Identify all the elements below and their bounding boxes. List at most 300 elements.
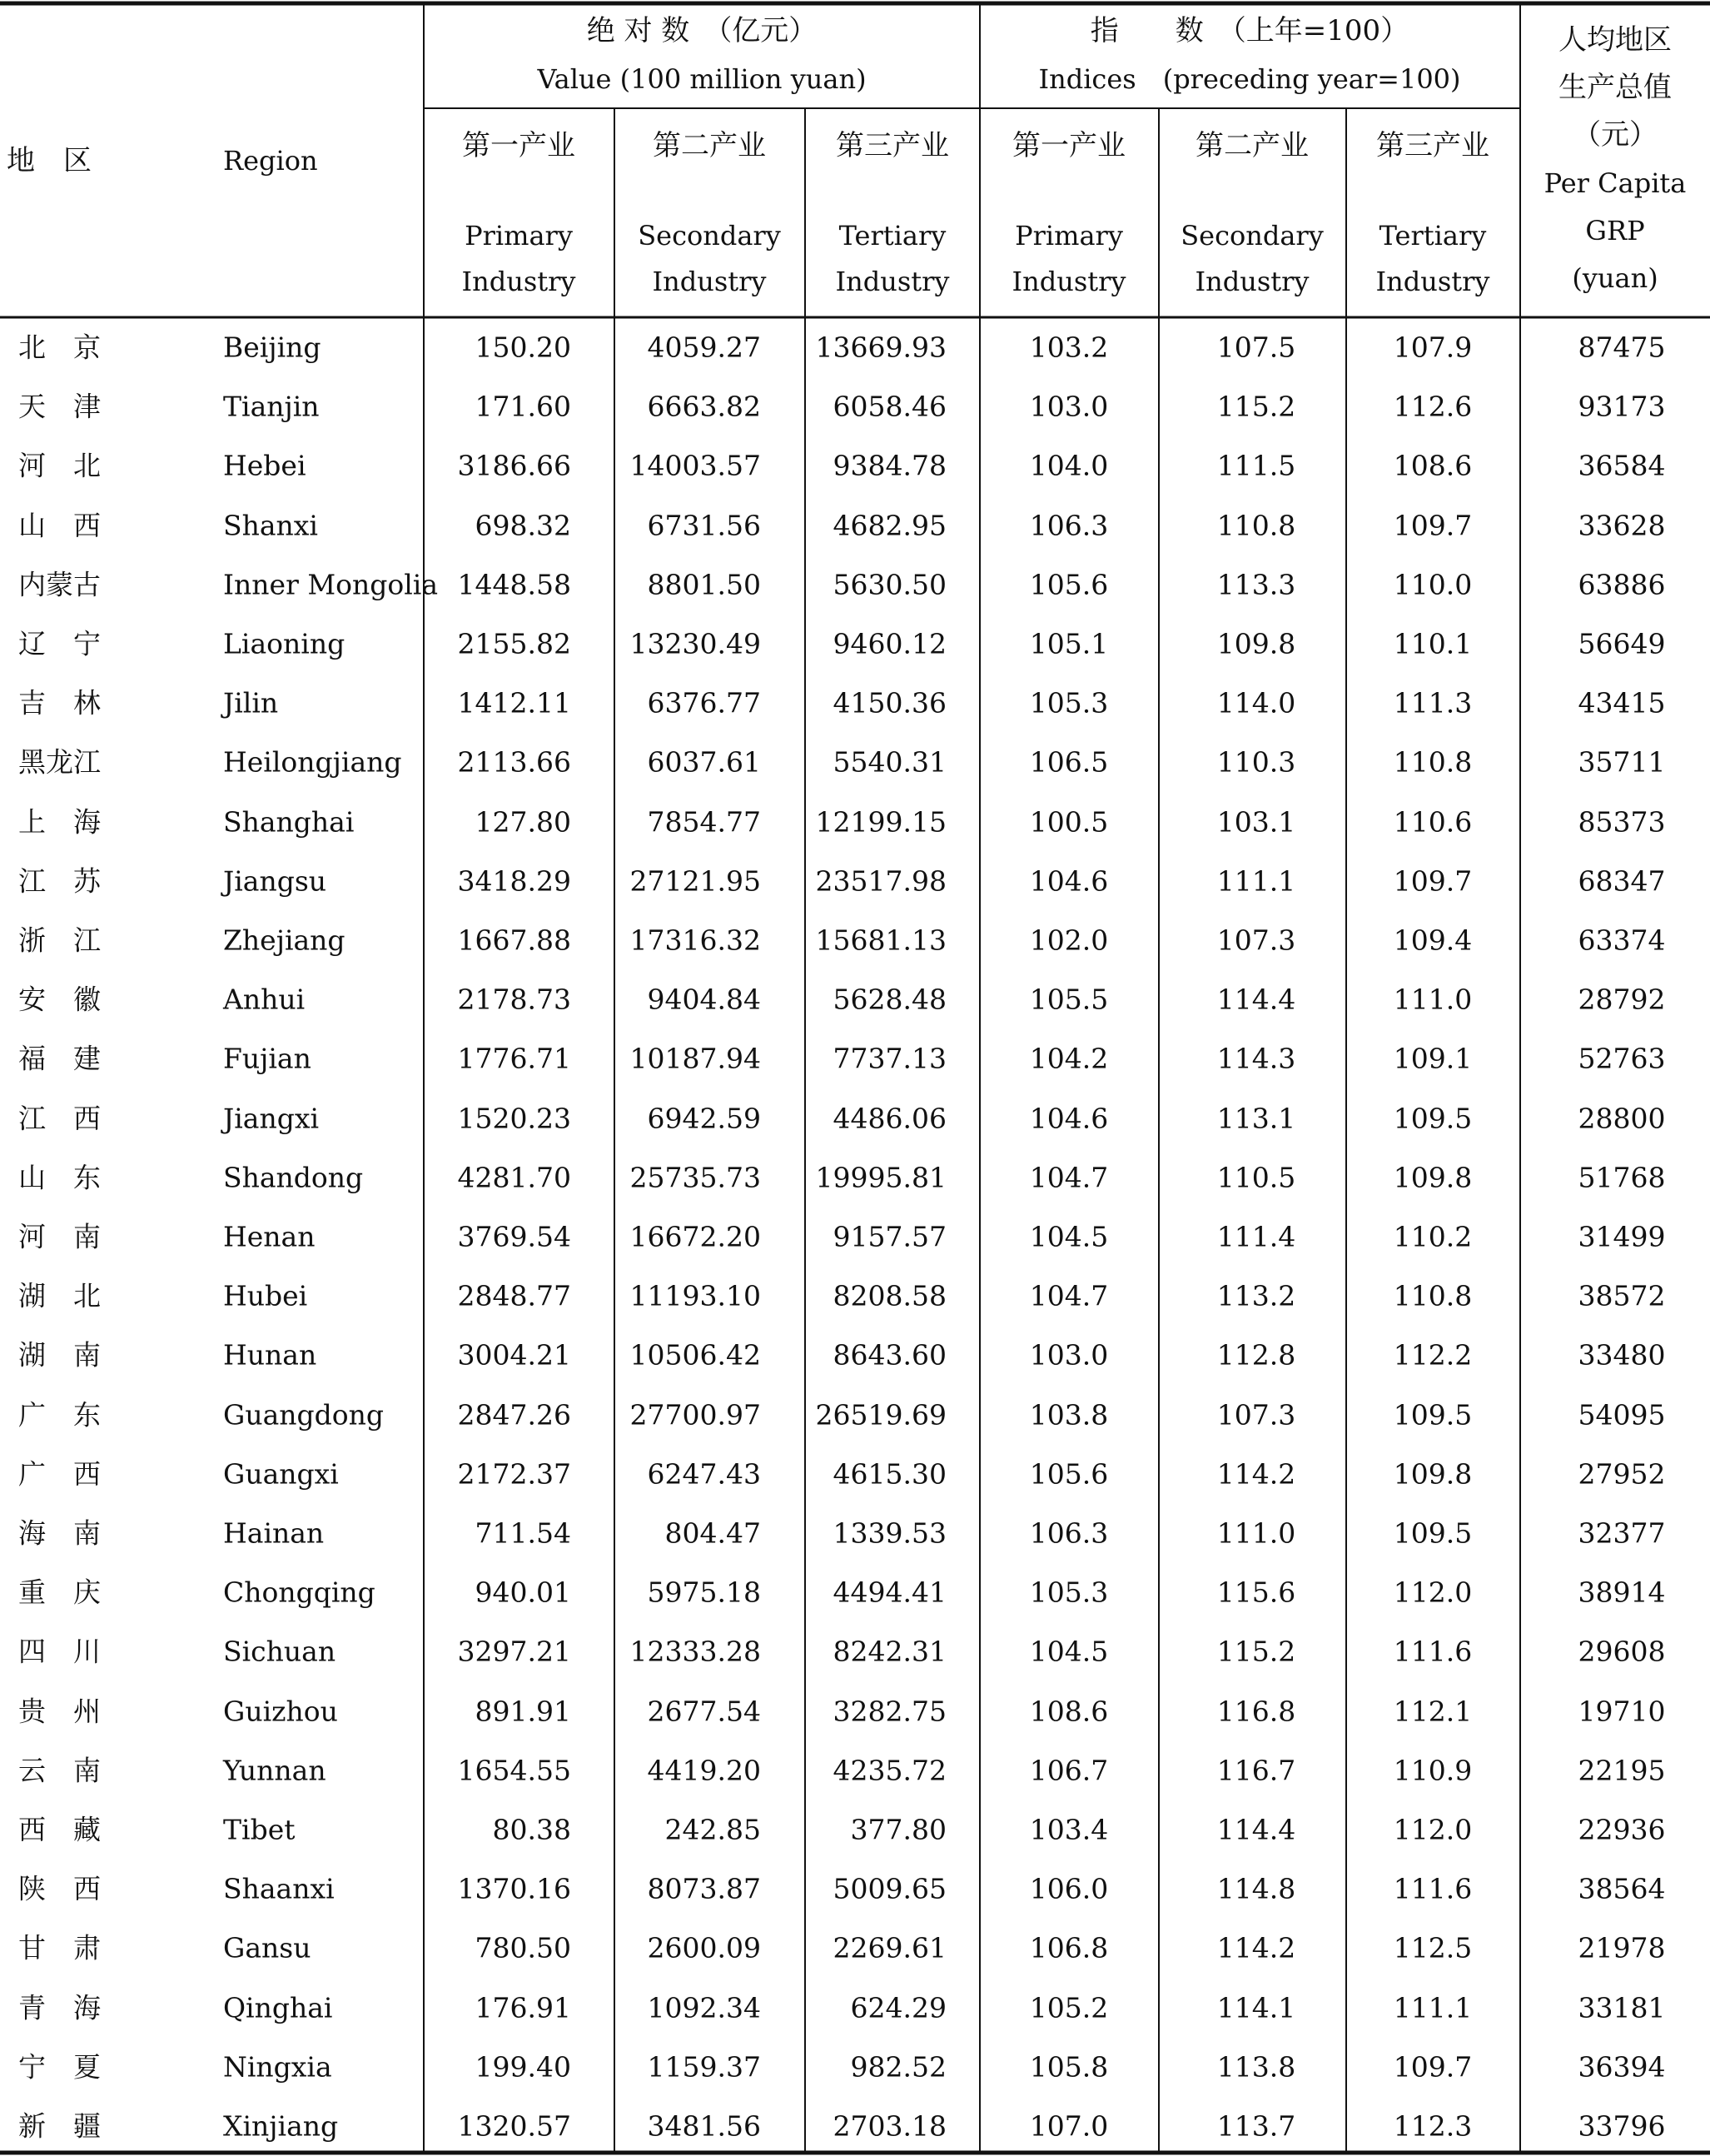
region-en-cell: Beijing bbox=[223, 331, 321, 364]
tertiary-value-cell: 8208.58 bbox=[833, 1279, 947, 1312]
secondary-value-cell: 8073.87 bbox=[647, 1872, 761, 1905]
secondary-index-cell: 114.2 bbox=[1216, 1457, 1296, 1491]
secondary-value-cell: 6247.43 bbox=[647, 1457, 761, 1491]
per-capita-cell: 33181 bbox=[1578, 1991, 1666, 2024]
tertiary-value-cell: 1339.53 bbox=[833, 1516, 947, 1550]
primary-index-cell: 103.4 bbox=[1029, 1813, 1109, 1846]
primary-index-cell: 105.8 bbox=[1029, 2050, 1109, 2084]
region-cn-cell: 湖 北 bbox=[18, 1279, 101, 1312]
tertiary-value-cell: 8643.60 bbox=[833, 1338, 947, 1372]
tertiary-value-cell: 4235.72 bbox=[833, 1754, 947, 1787]
region-cn-cell: 黑龙江 bbox=[18, 745, 101, 779]
per-capita-en-header: Per Capita bbox=[1543, 167, 1687, 199]
region-en-cell: Yunnan bbox=[223, 1754, 326, 1787]
region-en-cell: Henan bbox=[223, 1220, 316, 1253]
tertiary-value-cell: 2269.61 bbox=[833, 1931, 947, 1964]
tertiary-index-en-header: Tertiary bbox=[1379, 220, 1487, 251]
primary-index-cell: 105.5 bbox=[1029, 983, 1109, 1016]
secondary-cn-header: 第二产业 bbox=[653, 129, 766, 162]
tertiary-index-cell: 110.0 bbox=[1393, 568, 1473, 601]
secondary-value-cell: 27121.95 bbox=[629, 864, 761, 898]
tertiary-index-cell: 109.4 bbox=[1393, 924, 1473, 957]
region-en-cell: Sichuan bbox=[223, 1635, 336, 1668]
region-en-cell: Shanxi bbox=[223, 509, 318, 542]
tertiary-index-cell: 111.0 bbox=[1393, 983, 1473, 1016]
tertiary-index-cell: 110.9 bbox=[1393, 1754, 1473, 1787]
primary-index-cell: 106.8 bbox=[1029, 1931, 1109, 1964]
secondary-index-cell: 112.8 bbox=[1216, 1338, 1296, 1372]
primary-value-cell: 3418.29 bbox=[457, 864, 571, 898]
primary-en-header: Primary bbox=[465, 220, 573, 251]
primary-index-cell: 104.2 bbox=[1029, 1042, 1109, 1075]
per-capita-cn-header: 生产总值 bbox=[1558, 71, 1672, 104]
primary-cn-header: 第一产业 bbox=[462, 129, 575, 162]
primary-index-cell: 105.1 bbox=[1029, 627, 1109, 660]
primary-index-cell: 103.8 bbox=[1029, 1398, 1109, 1432]
tertiary-index-cell: 112.0 bbox=[1393, 1576, 1473, 1609]
primary-value-cell: 176.91 bbox=[475, 1991, 571, 2024]
index-group-cn-header: 指 数 （上年=100） bbox=[1090, 14, 1409, 47]
secondary-value-cell: 13230.49 bbox=[629, 627, 761, 660]
tertiary-index-cell: 110.8 bbox=[1393, 745, 1473, 779]
per-capita-cell: 22936 bbox=[1578, 1813, 1666, 1846]
tertiary-index-cell: 112.3 bbox=[1393, 2109, 1473, 2143]
primary-value-cell: 3769.54 bbox=[457, 1220, 571, 1253]
tertiary-index-cell: 112.5 bbox=[1393, 1931, 1473, 1964]
secondary-index-en-header: Secondary bbox=[1181, 220, 1324, 251]
primary-index-cell: 104.5 bbox=[1029, 1220, 1109, 1253]
primary-index-cn-header: 第一产业 bbox=[1012, 129, 1126, 162]
region-cn-cell: 青 海 bbox=[18, 1991, 101, 2024]
region-cn-cell: 贵 州 bbox=[18, 1695, 101, 1728]
tertiary-index-cell: 112.6 bbox=[1393, 390, 1473, 423]
tertiary-value-cell: 9460.12 bbox=[833, 627, 947, 660]
primary-index-cell: 106.7 bbox=[1029, 1754, 1109, 1787]
tertiary-index-cell: 109.1 bbox=[1393, 1042, 1473, 1075]
primary-index-cell: 107.0 bbox=[1029, 2109, 1109, 2143]
secondary-index-cell: 111.4 bbox=[1216, 1220, 1296, 1253]
secondary-index-cell: 114.0 bbox=[1216, 686, 1296, 719]
tertiary-value-cell: 6058.46 bbox=[833, 390, 947, 423]
tertiary-index-cell: 110.2 bbox=[1393, 1220, 1473, 1253]
region-cn-cell: 内蒙古 bbox=[18, 568, 101, 601]
industry-en-header: Industry bbox=[1195, 266, 1310, 297]
region-en-cell: Liaoning bbox=[223, 627, 345, 660]
secondary-index-cell: 113.2 bbox=[1216, 1279, 1296, 1312]
region-cn-cell: 云 南 bbox=[18, 1754, 101, 1787]
secondary-index-cell: 114.1 bbox=[1216, 1991, 1296, 2024]
secondary-value-cell: 2677.54 bbox=[647, 1695, 761, 1728]
primary-index-cell: 105.6 bbox=[1029, 1457, 1109, 1491]
per-capita-cell: 35711 bbox=[1578, 745, 1666, 779]
secondary-index-cell: 109.8 bbox=[1216, 627, 1296, 660]
per-capita-unit-en-header: (yuan) bbox=[1572, 262, 1658, 294]
region-en-cell: Hebei bbox=[223, 449, 306, 482]
primary-index-cell: 105.3 bbox=[1029, 1576, 1109, 1609]
per-capita-cell: 52763 bbox=[1578, 1042, 1666, 1075]
industry-en-header: Industry bbox=[1012, 266, 1126, 297]
tertiary-cn-header: 第三产业 bbox=[836, 129, 949, 162]
per-capita-cell: 21978 bbox=[1578, 1931, 1666, 1964]
secondary-index-cell: 110.5 bbox=[1216, 1161, 1296, 1194]
region-en-cell: Jiangsu bbox=[223, 864, 327, 898]
primary-value-cell: 1520.23 bbox=[457, 1102, 571, 1135]
primary-value-cell: 171.60 bbox=[475, 390, 571, 423]
region-en-cell: Qinghai bbox=[223, 1991, 333, 2024]
region-cn-cell: 海 南 bbox=[18, 1516, 101, 1550]
primary-index-cell: 103.0 bbox=[1029, 390, 1109, 423]
region-en-cell: Shanghai bbox=[223, 805, 355, 839]
per-capita-cell: 29608 bbox=[1578, 1635, 1666, 1668]
tertiary-value-cell: 4150.36 bbox=[833, 686, 947, 719]
primary-index-cell: 105.6 bbox=[1029, 568, 1109, 601]
secondary-index-cell: 113.8 bbox=[1216, 2050, 1296, 2084]
primary-value-cell: 3297.21 bbox=[457, 1635, 571, 1668]
primary-index-cell: 108.6 bbox=[1029, 1695, 1109, 1728]
primary-value-cell: 80.38 bbox=[492, 1813, 571, 1846]
region-cn-header: 地 区 bbox=[7, 144, 92, 177]
tertiary-value-cell: 4494.41 bbox=[833, 1576, 947, 1609]
region-en-cell: Jilin bbox=[223, 686, 279, 719]
secondary-en-header: Secondary bbox=[638, 220, 781, 251]
tertiary-value-cell: 624.29 bbox=[850, 1991, 947, 2024]
secondary-value-cell: 6663.82 bbox=[647, 390, 761, 423]
tertiary-index-cell: 110.1 bbox=[1393, 627, 1473, 660]
per-capita-cell: 38914 bbox=[1578, 1576, 1666, 1609]
region-cn-cell: 广 西 bbox=[18, 1457, 101, 1491]
secondary-index-cell: 114.4 bbox=[1216, 983, 1296, 1016]
region-en-cell: Chongqing bbox=[223, 1576, 375, 1609]
value-group-cn-header: 绝 对 数 （亿元） bbox=[586, 14, 818, 47]
tertiary-value-cell: 9157.57 bbox=[833, 1220, 947, 1253]
region-cn-cell: 上 海 bbox=[18, 805, 101, 839]
region-en-cell: Shaanxi bbox=[223, 1872, 335, 1905]
tertiary-index-cell: 111.3 bbox=[1393, 686, 1473, 719]
primary-index-cell: 100.5 bbox=[1029, 805, 1109, 839]
primary-index-en-header: Primary bbox=[1015, 220, 1123, 251]
region-en-cell: Heilongjiang bbox=[223, 745, 402, 779]
primary-index-cell: 104.5 bbox=[1029, 1635, 1109, 1668]
secondary-value-cell: 5975.18 bbox=[647, 1576, 761, 1609]
secondary-value-cell: 6731.56 bbox=[647, 509, 761, 542]
primary-index-cell: 106.3 bbox=[1029, 1516, 1109, 1550]
tertiary-value-cell: 12199.15 bbox=[815, 805, 947, 839]
secondary-index-cell: 107.3 bbox=[1216, 1398, 1296, 1432]
tertiary-value-cell: 4486.06 bbox=[833, 1102, 947, 1135]
primary-index-cell: 105.2 bbox=[1029, 1991, 1109, 2024]
primary-value-cell: 780.50 bbox=[475, 1931, 571, 1964]
primary-index-cell: 105.3 bbox=[1029, 686, 1109, 719]
primary-value-cell: 127.80 bbox=[475, 805, 571, 839]
region-en-cell: Tibet bbox=[223, 1813, 296, 1846]
region-en-cell: Guangxi bbox=[223, 1457, 339, 1491]
region-en-cell: Shandong bbox=[223, 1161, 364, 1194]
secondary-index-cell: 110.8 bbox=[1216, 509, 1296, 542]
tertiary-index-cell: 112.0 bbox=[1393, 1813, 1473, 1846]
region-cn-cell: 江 西 bbox=[18, 1102, 101, 1135]
secondary-index-cell: 114.8 bbox=[1216, 1872, 1296, 1905]
secondary-value-cell: 14003.57 bbox=[629, 449, 761, 482]
per-capita-cell: 68347 bbox=[1578, 864, 1666, 898]
region-en-cell: Ningxia bbox=[223, 2050, 332, 2084]
primary-value-cell: 1654.55 bbox=[457, 1754, 571, 1787]
tertiary-index-cell: 109.5 bbox=[1393, 1102, 1473, 1135]
industry-en-header: Industry bbox=[652, 266, 767, 297]
region-en-header: Region bbox=[223, 145, 318, 177]
region-cn-cell: 福 建 bbox=[18, 1042, 101, 1075]
tertiary-index-cell: 109.5 bbox=[1393, 1516, 1473, 1550]
secondary-value-cell: 7854.77 bbox=[647, 805, 761, 839]
region-cn-cell: 广 东 bbox=[18, 1398, 101, 1432]
secondary-index-cell: 110.3 bbox=[1216, 745, 1296, 779]
region-en-cell: Tianjin bbox=[223, 390, 320, 423]
per-capita-cell: 33480 bbox=[1578, 1338, 1666, 1372]
region-cn-cell: 吉 林 bbox=[18, 686, 101, 719]
secondary-value-cell: 27700.97 bbox=[629, 1398, 761, 1432]
tertiary-value-cell: 2703.18 bbox=[833, 2109, 947, 2143]
tertiary-value-cell: 4615.30 bbox=[833, 1457, 947, 1491]
tertiary-value-cell: 5540.31 bbox=[833, 745, 947, 779]
region-en-cell: Inner Mongolia bbox=[223, 568, 439, 601]
primary-value-cell: 698.32 bbox=[475, 509, 571, 542]
tertiary-value-cell: 26519.69 bbox=[815, 1398, 947, 1432]
primary-value-cell: 2113.66 bbox=[457, 745, 571, 779]
primary-index-cell: 103.2 bbox=[1029, 331, 1109, 364]
region-en-cell: Anhui bbox=[223, 983, 306, 1016]
secondary-index-cell: 111.5 bbox=[1216, 449, 1296, 482]
tertiary-index-cell: 111.6 bbox=[1393, 1635, 1473, 1668]
secondary-index-cell: 113.7 bbox=[1216, 2109, 1296, 2143]
per-capita-cn-header: 人均地区 bbox=[1558, 23, 1672, 57]
per-capita-cell: 33628 bbox=[1578, 509, 1666, 542]
primary-value-cell: 940.01 bbox=[475, 1576, 571, 1609]
region-en-cell: Jiangxi bbox=[223, 1102, 320, 1135]
tertiary-index-cn-header: 第三产业 bbox=[1376, 129, 1489, 162]
secondary-index-cell: 116.8 bbox=[1216, 1695, 1296, 1728]
secondary-value-cell: 10187.94 bbox=[629, 1042, 761, 1075]
secondary-value-cell: 10506.42 bbox=[629, 1338, 761, 1372]
secondary-value-cell: 3481.56 bbox=[647, 2109, 761, 2143]
region-en-cell: Zhejiang bbox=[223, 924, 345, 957]
tertiary-value-cell: 4682.95 bbox=[833, 509, 947, 542]
secondary-value-cell: 4419.20 bbox=[647, 1754, 761, 1787]
region-cn-cell: 浙 江 bbox=[18, 924, 101, 957]
region-cn-cell: 西 藏 bbox=[18, 1813, 101, 1846]
secondary-value-cell: 1092.34 bbox=[647, 1991, 761, 2024]
primary-value-cell: 3004.21 bbox=[457, 1338, 571, 1372]
region-cn-cell: 新 疆 bbox=[18, 2109, 101, 2143]
primary-value-cell: 4281.70 bbox=[457, 1161, 571, 1194]
tertiary-index-cell: 110.8 bbox=[1393, 1279, 1473, 1312]
primary-index-cell: 104.0 bbox=[1029, 449, 1109, 482]
tertiary-index-cell: 109.8 bbox=[1393, 1161, 1473, 1194]
primary-value-cell: 1320.57 bbox=[457, 2109, 571, 2143]
secondary-index-cell: 114.3 bbox=[1216, 1042, 1296, 1075]
tertiary-index-cell: 109.7 bbox=[1393, 509, 1473, 542]
primary-value-cell: 150.20 bbox=[475, 331, 571, 364]
primary-value-cell: 891.91 bbox=[475, 1695, 571, 1728]
per-capita-cell: 93173 bbox=[1578, 390, 1666, 423]
per-capita-cell: 22195 bbox=[1578, 1754, 1666, 1787]
secondary-index-cell: 115.6 bbox=[1216, 1576, 1296, 1609]
secondary-value-cell: 4059.27 bbox=[647, 331, 761, 364]
secondary-value-cell: 9404.84 bbox=[647, 983, 761, 1016]
tertiary-en-header: Tertiary bbox=[838, 220, 947, 251]
primary-index-cell: 104.7 bbox=[1029, 1161, 1109, 1194]
region-en-cell: Hunan bbox=[223, 1338, 317, 1372]
secondary-index-cell: 114.4 bbox=[1216, 1813, 1296, 1846]
secondary-index-cell: 107.5 bbox=[1216, 331, 1296, 364]
per-capita-cell: 54095 bbox=[1578, 1398, 1666, 1432]
region-cn-cell: 河 南 bbox=[18, 1220, 101, 1253]
tertiary-index-cell: 111.6 bbox=[1393, 1872, 1473, 1905]
primary-value-cell: 2848.77 bbox=[457, 1279, 571, 1312]
region-cn-cell: 河 北 bbox=[18, 449, 101, 482]
primary-index-cell: 106.5 bbox=[1029, 745, 1109, 779]
per-capita-cell: 85373 bbox=[1578, 805, 1666, 839]
secondary-index-cell: 116.7 bbox=[1216, 1754, 1296, 1787]
region-en-cell: Guizhou bbox=[223, 1695, 338, 1728]
per-capita-cell: 32377 bbox=[1578, 1516, 1666, 1550]
tertiary-value-cell: 5009.65 bbox=[833, 1872, 947, 1905]
primary-value-cell: 1776.71 bbox=[457, 1042, 571, 1075]
secondary-index-cell: 111.0 bbox=[1216, 1516, 1296, 1550]
tertiary-value-cell: 9384.78 bbox=[833, 449, 947, 482]
primary-index-cell: 104.7 bbox=[1029, 1279, 1109, 1312]
tertiary-value-cell: 13669.93 bbox=[815, 331, 947, 364]
region-en-cell: Hubei bbox=[223, 1279, 308, 1312]
primary-value-cell: 2155.82 bbox=[457, 627, 571, 660]
tertiary-value-cell: 5630.50 bbox=[833, 568, 947, 601]
index-group-en-header: Indices (preceding year=100) bbox=[1038, 63, 1461, 95]
region-cn-cell: 山 东 bbox=[18, 1161, 101, 1194]
secondary-index-cell: 114.2 bbox=[1216, 1931, 1296, 1964]
secondary-value-cell: 17316.32 bbox=[629, 924, 761, 957]
tertiary-value-cell: 982.52 bbox=[850, 2050, 947, 2084]
industry-en-header: Industry bbox=[835, 266, 950, 297]
tertiary-index-cell: 109.7 bbox=[1393, 2050, 1473, 2084]
region-en-cell: Guangdong bbox=[223, 1398, 385, 1432]
tertiary-value-cell: 19995.81 bbox=[815, 1161, 947, 1194]
primary-index-cell: 104.6 bbox=[1029, 1102, 1109, 1135]
secondary-value-cell: 12333.28 bbox=[629, 1635, 761, 1668]
secondary-index-cell: 111.1 bbox=[1216, 864, 1296, 898]
industry-en-header: Industry bbox=[1375, 266, 1490, 297]
tertiary-index-cell: 109.8 bbox=[1393, 1457, 1473, 1491]
per-capita-cell: 36584 bbox=[1578, 449, 1666, 482]
per-capita-cell: 51768 bbox=[1578, 1161, 1666, 1194]
secondary-value-cell: 25735.73 bbox=[629, 1161, 761, 1194]
primary-value-cell: 1412.11 bbox=[457, 686, 571, 719]
region-cn-cell: 湖 南 bbox=[18, 1338, 101, 1372]
per-capita-cell: 38572 bbox=[1578, 1279, 1666, 1312]
secondary-index-cell: 113.1 bbox=[1216, 1102, 1296, 1135]
secondary-value-cell: 6037.61 bbox=[647, 745, 761, 779]
region-en-cell: Fujian bbox=[223, 1042, 311, 1075]
region-cn-cell: 辽 宁 bbox=[18, 627, 101, 660]
tertiary-index-cell: 109.7 bbox=[1393, 864, 1473, 898]
per-capita-cell: 31499 bbox=[1578, 1220, 1666, 1253]
region-cn-cell: 江 苏 bbox=[18, 864, 101, 898]
secondary-value-cell: 6942.59 bbox=[647, 1102, 761, 1135]
tertiary-index-cell: 111.1 bbox=[1393, 1991, 1473, 2024]
primary-value-cell: 711.54 bbox=[475, 1516, 571, 1550]
tertiary-value-cell: 3282.75 bbox=[833, 1695, 947, 1728]
per-capita-cell: 63886 bbox=[1578, 568, 1666, 601]
per-capita-en-header: GRP bbox=[1585, 215, 1645, 246]
per-capita-cell: 19710 bbox=[1578, 1695, 1666, 1728]
region-cn-cell: 陕 西 bbox=[18, 1872, 101, 1905]
tertiary-index-cell: 108.6 bbox=[1393, 449, 1473, 482]
tertiary-value-cell: 5628.48 bbox=[833, 983, 947, 1016]
primary-index-cell: 104.6 bbox=[1029, 864, 1109, 898]
per-capita-cell: 36394 bbox=[1578, 2050, 1666, 2084]
tertiary-value-cell: 15681.13 bbox=[815, 924, 947, 957]
per-capita-cell: 38564 bbox=[1578, 1872, 1666, 1905]
secondary-value-cell: 242.85 bbox=[664, 1813, 761, 1846]
primary-value-cell: 1448.58 bbox=[457, 568, 571, 601]
tertiary-value-cell: 7737.13 bbox=[833, 1042, 947, 1075]
primary-value-cell: 1667.88 bbox=[457, 924, 571, 957]
primary-value-cell: 1370.16 bbox=[457, 1872, 571, 1905]
value-group-en-header: Value (100 million yuan) bbox=[537, 63, 867, 95]
tertiary-index-cell: 112.1 bbox=[1393, 1695, 1473, 1728]
region-cn-cell: 宁 夏 bbox=[18, 2050, 101, 2084]
tertiary-index-cell: 109.5 bbox=[1393, 1398, 1473, 1432]
secondary-value-cell: 11193.10 bbox=[629, 1279, 761, 1312]
secondary-value-cell: 2600.09 bbox=[647, 1931, 761, 1964]
secondary-value-cell: 8801.50 bbox=[647, 568, 761, 601]
region-cn-cell: 北 京 bbox=[18, 331, 101, 364]
primary-value-cell: 2178.73 bbox=[457, 983, 571, 1016]
region-cn-cell: 四 川 bbox=[18, 1635, 101, 1668]
region-cn-cell: 山 西 bbox=[18, 509, 101, 542]
primary-value-cell: 3186.66 bbox=[457, 449, 571, 482]
per-capita-cell: 87475 bbox=[1578, 331, 1666, 364]
primary-value-cell: 199.40 bbox=[475, 2050, 571, 2084]
tertiary-index-cell: 110.6 bbox=[1393, 805, 1473, 839]
per-capita-cell: 56649 bbox=[1578, 627, 1666, 660]
region-en-cell: Xinjiang bbox=[223, 2109, 339, 2143]
per-capita-cell: 33796 bbox=[1578, 2109, 1666, 2143]
secondary-index-cell: 115.2 bbox=[1216, 1635, 1296, 1668]
primary-value-cell: 2172.37 bbox=[457, 1457, 571, 1491]
per-capita-cell: 27952 bbox=[1578, 1457, 1666, 1491]
region-cn-cell: 安 徽 bbox=[18, 983, 101, 1016]
secondary-value-cell: 6376.77 bbox=[647, 686, 761, 719]
region-en-cell: Hainan bbox=[223, 1516, 325, 1550]
primary-value-cell: 2847.26 bbox=[457, 1398, 571, 1432]
tertiary-value-cell: 8242.31 bbox=[833, 1635, 947, 1668]
per-capita-cell: 43415 bbox=[1578, 686, 1666, 719]
region-cn-cell: 天 津 bbox=[18, 390, 101, 423]
region-en-cell: Gansu bbox=[223, 1931, 311, 1964]
industry-en-header: Industry bbox=[461, 266, 576, 297]
tertiary-value-cell: 23517.98 bbox=[815, 864, 947, 898]
per-capita-unit-cn-header: （元） bbox=[1573, 118, 1658, 152]
secondary-value-cell: 16672.20 bbox=[629, 1220, 761, 1253]
secondary-index-cell: 115.2 bbox=[1216, 390, 1296, 423]
primary-index-cell: 103.0 bbox=[1029, 1338, 1109, 1372]
secondary-index-cn-header: 第二产业 bbox=[1196, 129, 1309, 162]
primary-index-cell: 106.0 bbox=[1029, 1872, 1109, 1905]
tertiary-value-cell: 377.80 bbox=[850, 1813, 947, 1846]
per-capita-cell: 28792 bbox=[1578, 983, 1666, 1016]
secondary-index-cell: 103.1 bbox=[1216, 805, 1296, 839]
region-cn-cell: 重 庆 bbox=[18, 1576, 101, 1609]
per-capita-cell: 63374 bbox=[1578, 924, 1666, 957]
per-capita-cell: 28800 bbox=[1578, 1102, 1666, 1135]
